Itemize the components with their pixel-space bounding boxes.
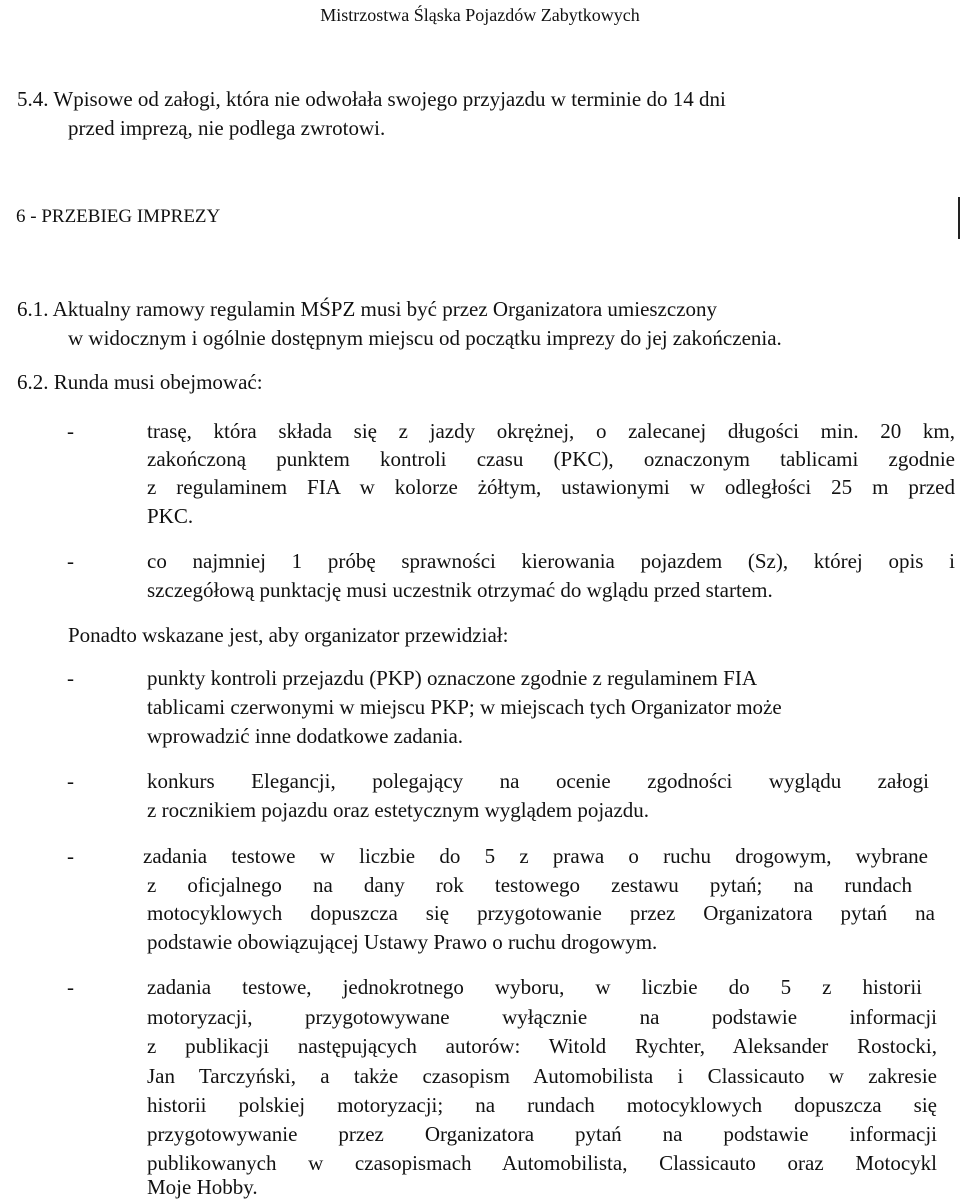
bullet-6-line-6: przygotowywanie przez Organizatora pytań na podstawie informacji	[147, 1122, 937, 1146]
bullet-1-line-3: z regulaminem FIA w kolorze żółtym, ustawionymi w odległości 25 m przed	[147, 475, 955, 499]
bullet-4-line-1: konkurs Elegancji, polegający na ocenie zgodności wyglądu załogi	[147, 769, 929, 793]
bullet-2-line-1: co najmniej 1 próbę sprawności kierowania pojazdem (Sz), której opis i	[147, 549, 955, 573]
bullet-dash: -	[67, 769, 74, 793]
bullet-1-line-4: PKC.	[147, 504, 194, 528]
bullet-5-line-3: motocyklowych dopuszcza się przygotowanie przez Organizatora pytań na	[147, 901, 935, 925]
bullet-6-line-1: zadania testowe, jednokrotnego wyboru, w liczbie do 5 z historii	[147, 975, 922, 999]
paragraph-5-4-line-1: 5.4. Wpisowe od załogi, która nie odwołała swojego przyjazdu w terminie do 14 dni	[17, 87, 726, 111]
bullet-dash: -	[67, 844, 74, 868]
bullet-2-line-2: szczegółową punktację musi uczestnik otrzymać do wglądu przed startem.	[147, 578, 773, 602]
bullet-dash: -	[67, 975, 74, 999]
bullet-dash: -	[67, 549, 74, 573]
bullet-5-line-4: podstawie obowiązującej Ustawy Prawo o ruchu drogowym.	[147, 930, 658, 954]
bullet-6-line-4: Jan Tarczyński, a także czasopism Automobilista i Classicauto w zakresie	[147, 1064, 937, 1088]
bullet-4-line-2: z rocznikiem pojazdu oraz estetycznym wyglądem pojazdu.	[147, 798, 650, 822]
bullet-6-line-3: z publikacji następujących autorów: Witold Rychter, Aleksander Rostocki,	[147, 1034, 937, 1058]
intro-paragraph: Ponadto wskazane jest, aby organizator przewidział:	[68, 623, 509, 647]
section-heading-box	[0, 197, 960, 239]
bullet-3-line-3: wprowadzić inne dodatkowe zadania.	[147, 724, 464, 748]
bullet-dash: -	[67, 419, 74, 443]
section-heading: 6 - PRZEBIEG IMPREZY	[16, 206, 221, 227]
bullet-5-line-1: zadania testowe w liczbie do 5 z prawa o ruchu drogowym, wybrane	[143, 844, 928, 868]
bullet-6-line-8: Moje Hobby.	[147, 1175, 258, 1199]
paragraph-6-2: 6.2. Runda musi obejmować:	[17, 370, 263, 394]
bullet-1-line-1: trasę, która składa się z jazdy okrężnej, o zalecanej długości min. 20 km,	[147, 419, 955, 443]
page-header: Mistrzostwa Śląska Pojazdów Zabytkowych	[320, 5, 640, 25]
paragraph-6-1-line-2: w widocznym i ogólnie dostępnym miejscu od początku imprezy do jej zakończenia.	[68, 326, 782, 350]
bullet-5-line-2: z oficjalnego na dany rok testowego zestawu pytań; na rundach	[147, 873, 912, 897]
bullet-3-line-1: punkty kontroli przejazdu (PKP) oznaczone zgodnie z regulaminem FIA	[147, 666, 757, 690]
bullet-6-line-5: historii polskiej motoryzacji; na rundach motocyklowych dopuszcza się	[147, 1093, 937, 1117]
paragraph-5-4-line-2: przed imprezą, nie podlega zwrotowi.	[68, 116, 386, 140]
bullet-dash: -	[67, 666, 74, 690]
paragraph-6-1-line-1: 6.1. Aktualny ramowy regulamin MŚPZ musi być przez Organizatora umieszczony	[17, 297, 718, 321]
bullet-6-line-7: publikowanych w czasopismach Automobilista, Classicauto oraz Motocykl	[147, 1151, 937, 1175]
bullet-3-line-2: tablicami czerwonymi w miejscu PKP; w miejscach tych Organizator może	[147, 695, 782, 719]
bullet-1-line-2: zakończoną punktem kontroli czasu (PKC), oznaczonym tablicami zgodnie	[147, 447, 955, 471]
bullet-6-line-2: motoryzacji, przygotowywane wyłącznie na podstawie informacji	[147, 1005, 937, 1029]
